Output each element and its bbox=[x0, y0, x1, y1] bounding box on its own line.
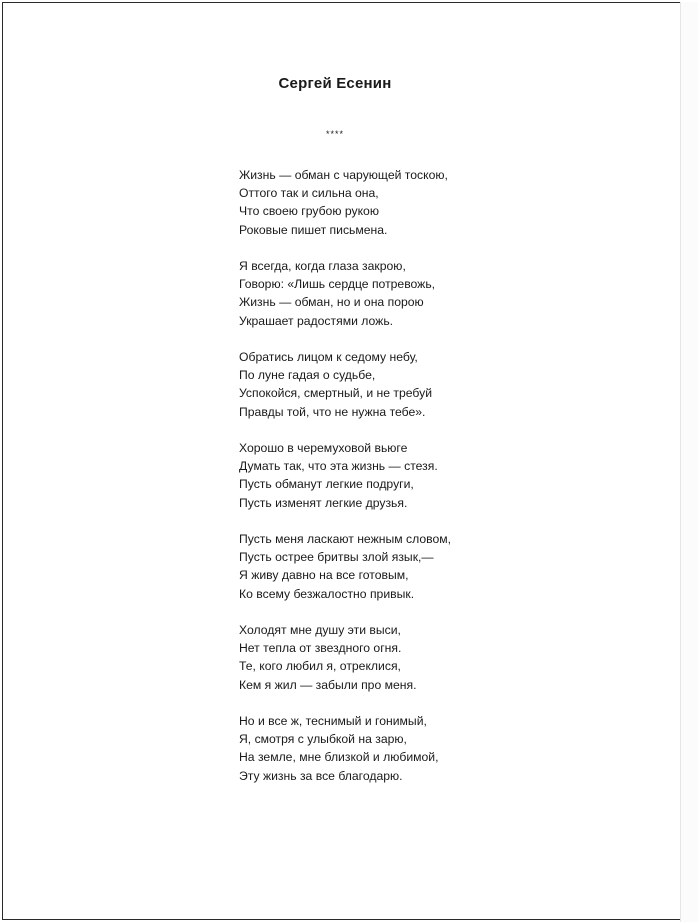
poem-line: Я живу давно на все готовым, bbox=[239, 568, 409, 583]
poem-body bbox=[239, 166, 451, 803]
stanza bbox=[239, 530, 451, 603]
poem-line: Холодят мне душу эти выси, bbox=[239, 623, 401, 637]
poem-line: Те, кого любил я, отреклися, bbox=[239, 659, 401, 674]
poem-line: Роковые пишет письмена. bbox=[239, 222, 388, 237]
poem-line: Я, смотря с улыбкой на зарю, bbox=[239, 732, 407, 747]
poem-line: Пусть острее бритвы злой язык,— bbox=[239, 550, 434, 565]
poem-line: Эту жизнь за все благодарю. bbox=[239, 768, 403, 783]
poem-line: Правды той, что не нужна тебе». bbox=[239, 404, 426, 419]
poem-line: Нет тепла от звездного огня. bbox=[239, 641, 402, 656]
poem-line: Говорю: «Лишь сердце потревожь, bbox=[239, 277, 436, 292]
poem-line: Жизнь — обман, но и она порою bbox=[239, 295, 424, 310]
poem-line: Но и все ж, теснимый и гонимый, bbox=[239, 714, 427, 728]
poem-line: Я всегда, когда глаза закрою, bbox=[239, 259, 406, 273]
poem-line: По луне гадая о судьбе, bbox=[239, 368, 376, 383]
poem-line: Обратись лицом к седому небу, bbox=[239, 350, 418, 364]
author-title: Сергей Есенин bbox=[278, 75, 392, 92]
stanza bbox=[239, 166, 451, 239]
page-edge-shadow bbox=[680, 2, 698, 922]
poem-line: Думать так, что эта жизнь — стезя. bbox=[239, 459, 438, 474]
poem-line: Оттого так и сильна она, bbox=[239, 186, 379, 201]
stanza bbox=[239, 621, 451, 694]
poem-line: На земле, мне близкой и любимой, bbox=[239, 750, 439, 765]
poem-line: Кем я жил — забыли про меня. bbox=[239, 677, 417, 692]
poem-line: Что своею грубою рукою bbox=[239, 204, 379, 219]
stanza bbox=[239, 439, 451, 512]
stanza bbox=[239, 712, 451, 785]
poem-line: Украшает радостями ложь. bbox=[239, 313, 394, 328]
poem-line: Пусть изменят легкие друзья. bbox=[239, 495, 408, 510]
poem-line: Пусть обманут легкие подруги, bbox=[239, 477, 414, 492]
page bbox=[2, 2, 680, 920]
poem-line: Жизнь — обман с чарующей тоскою, bbox=[239, 168, 448, 182]
poem-line: Ко всему безжалостно привык. bbox=[239, 586, 415, 601]
poem-line: Успокойся, смертный, и не требуй bbox=[239, 386, 433, 401]
stanza-separator-asterisks: **** bbox=[325, 129, 344, 139]
poem-line: Хорошо в черемуховой вьюге bbox=[239, 441, 408, 455]
poem-line: Пусть меня ласкают нежным словом, bbox=[239, 532, 451, 546]
stanza bbox=[239, 348, 451, 421]
stanza bbox=[239, 257, 451, 330]
